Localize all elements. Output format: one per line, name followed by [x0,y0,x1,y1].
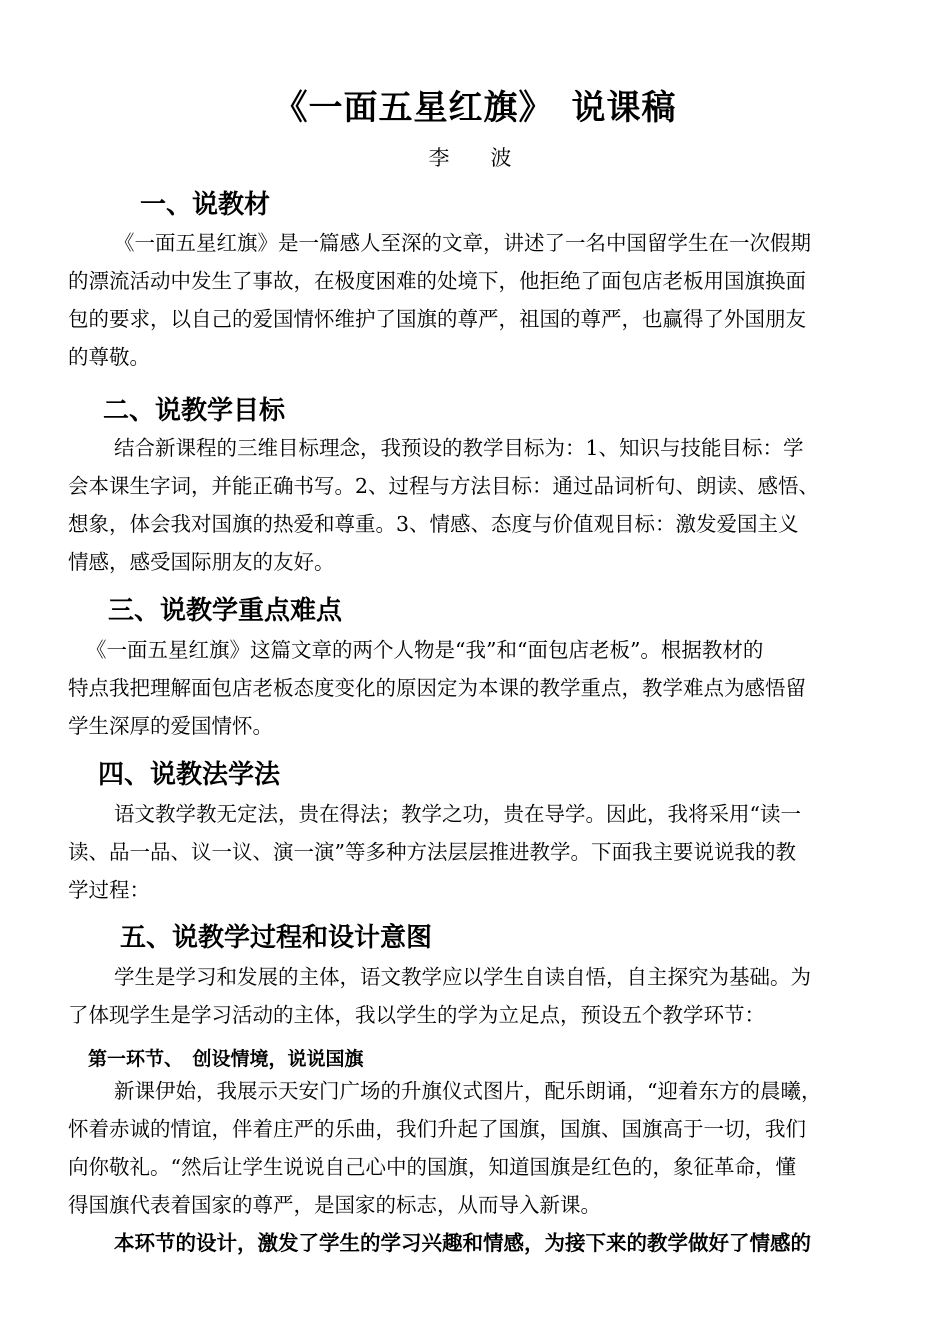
paragraph-line: 学过程： [68,878,150,902]
paragraph-line: 的漂流活动中发生了事故，在极度困难的处境下，他拒绝了面包店老板用国旗换面 [68,269,806,293]
paragraph-line: 包的要求，以自己的爱国情怀维护了国旗的尊严，祖国的尊严，也赢得了外国朋友 [68,307,806,331]
section-paragraph-4 [68,795,888,909]
step-heading-1: 第一环节、 创设情境，说说国旗 [88,1048,364,1070]
paragraph-line: 《一面五星红旗》是一篇感人至深的文章，讲述了一名中国留学生在一次假期 [114,231,811,255]
paragraph-line: 的尊敬。 [68,345,150,369]
paragraph-line: 会本课生字词，并能正确书写。2、过程与方法目标：通过品词析句、朗读、感悟、 [68,474,820,498]
paragraph-line: 读、品一品、议一议、演一演”等多种方法层层推进教学。下面我主要说说我的教 [68,840,796,864]
paragraph-line: 向你敬礼。“然后让学生说说自己心中的国旗，知道国旗是红色的，象征革命，懂 [68,1155,796,1179]
section-heading-4: 四、说教法学法 [98,760,281,790]
author-name: 李 波 [428,146,522,170]
paragraph-line: 新课伊始，我展示天安门广场的升旗仪式图片，配乐朗诵，“迎着东方的晨曦， [114,1079,822,1103]
paragraph-line: 结合新课程的三维目标理念，我预设的教学目标为：1、知识与技能目标：学 [114,436,804,460]
paragraph-line: 语文教学教无定法，贵在得法；教学之功，贵在导学。因此，我将采用“读一 [114,802,801,826]
paragraph-line: 想象，体会我对国旗的热爱和尊重。3、情感、态度与价值观目标：激发爱国主义 [68,512,799,536]
design-note-line: 本环节的设计，激发了学生的学习兴趣和情感，为接下来的教学做好了情感的 [114,1231,811,1255]
paragraph-line: 情感，感受国际朋友的友好。 [68,550,335,574]
section-paragraph-5 [68,958,888,1034]
paragraph-line: 特点我把理解面包店老板态度变化的原因定为本课的教学重点，教学难点为感悟留 [68,676,806,700]
paragraph-line: 《一面五星红旗》这篇文章的两个人物是“我”和“面包店老板”。根据教材的 [86,638,764,662]
section-heading-5: 五、说教学过程和设计意图 [120,923,433,953]
section-paragraph-2 [68,429,888,581]
step-paragraph-1 [68,1072,888,1262]
section-heading-1: 一、说教材 [140,190,271,220]
section-heading-2: 二、说教学目标 [103,396,286,426]
paragraph-line: 得国旗代表着国家的尊严，是国家的标志，从而导入新课。 [68,1193,601,1217]
document-title: 《一面五星红旗》 说课稿 [273,88,677,128]
section-heading-3: 三、说教学重点难点 [108,596,343,626]
section-paragraph-1 [68,224,888,376]
paragraph-line: 了体现学生是学习活动的主体，我以学生的学为立足点，预设五个教学环节： [68,1003,765,1027]
paragraph-line: 学生是学习和发展的主体，语文教学应以学生自读自悟，自主探究为基础。为 [114,965,811,989]
paragraph-line: 怀着赤诚的情谊，伴着庄严的乐曲，我们升起了国旗，国旗、国旗高于一切，我们 [68,1117,806,1141]
section-paragraph-3 [68,631,888,745]
paragraph-line: 学生深厚的爱国情怀。 [68,714,273,738]
